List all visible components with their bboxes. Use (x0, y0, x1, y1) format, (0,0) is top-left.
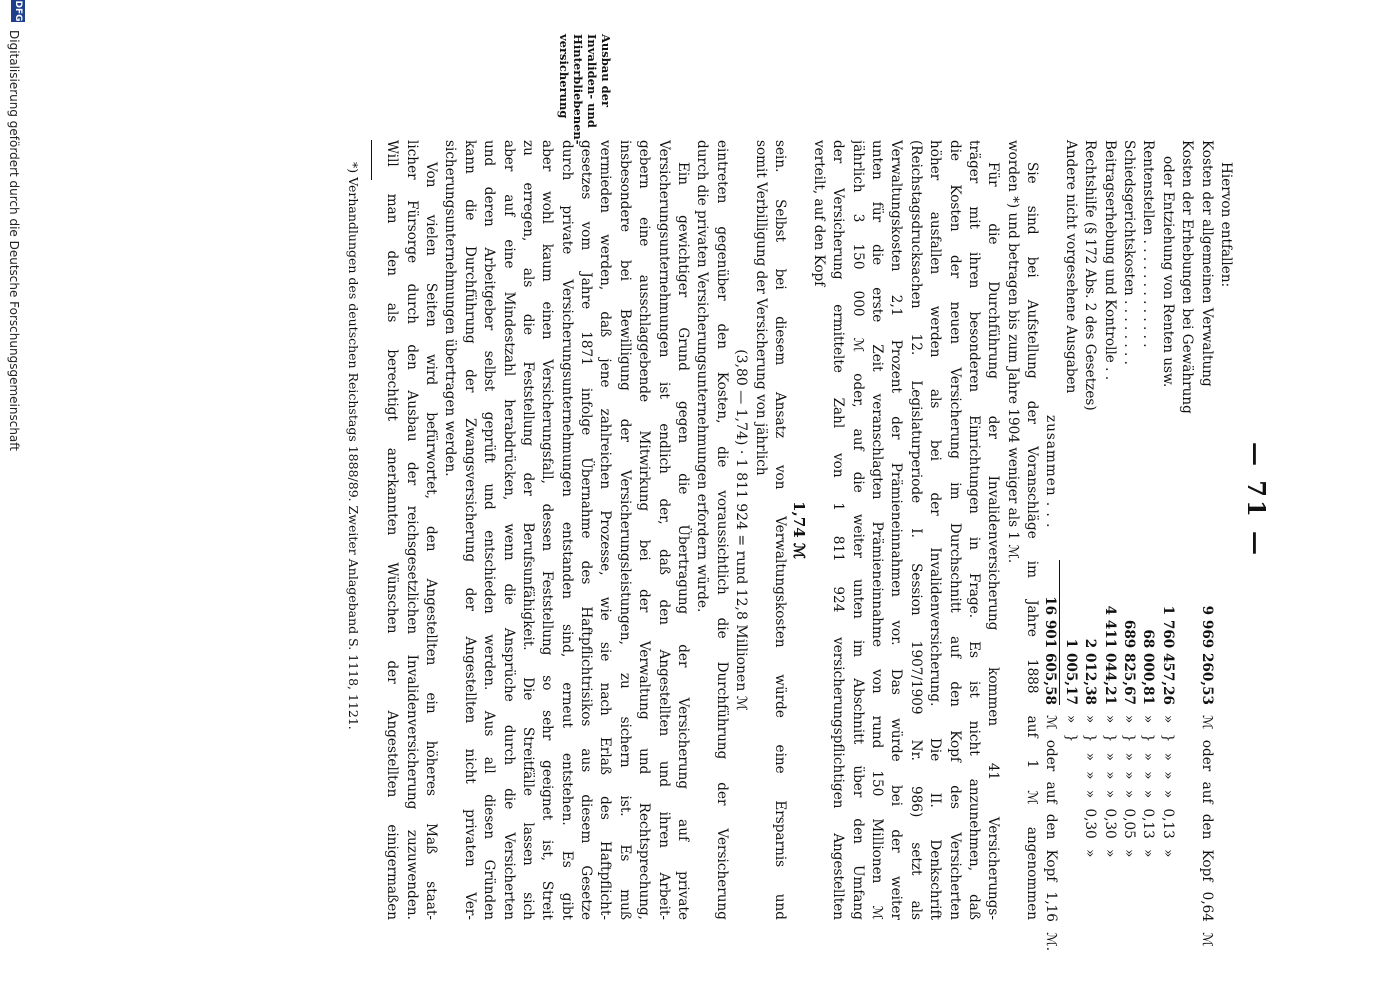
text-line: durch die privaten Versicherungsunternehmungen erfordern würde. (694, 140, 711, 613)
text-line: aber wohl kaum einen Versicherungsfall, dessen Feststellung so sehr geeignet ist, Streit (539, 140, 556, 920)
expense-label: Rechtshilfe (§ 172 Abs. 2 des Gesetzes) (1082, 140, 1099, 411)
paragraph (1002, 140, 1041, 920)
margin-note-line: Hinterbliebenen- (571, 34, 585, 145)
text-line: der Versicherung ermittelte Zahl von 1 811 924 versicherungspflichtigen Angestellten (830, 140, 847, 920)
expense-row (1119, 140, 1138, 920)
expense-label: Andere nicht vorgesehene Ausgaben (1062, 140, 1079, 394)
text-line: licher Fürsorge durch den Ausbau der reichsgesetzlichen Invalidenversicherung zuzuwenden. (403, 140, 420, 920)
text-line: die Kosten der neuen Versicherung im Durchschnitt auf den Kopf des Versicherten (946, 140, 963, 920)
text-line: aber auf eine Mindestzahl herabdrücken, wenn die Ansprüche durch die Versicherten (500, 140, 517, 920)
paragraph (692, 140, 731, 920)
text-line: Verwaltungskosten 2,1 Prozent der Prämieneinnahmen vor. Das würde bei der weiter (888, 140, 905, 920)
expense-row (1196, 140, 1215, 947)
paragraph (750, 140, 789, 920)
text-line: kann die Durchführung der Zwangsversicherung der Angestellten nicht privaten Ver- (461, 140, 478, 920)
expense-label: Schiedsgerichtskosten . . . . . . . . (1121, 140, 1138, 365)
expense-per-head: ℳ oder auf den Kopf 0,64 ℳ (1198, 715, 1215, 947)
total-amount: 16 901 605,58 (1040, 560, 1060, 705)
stamp-text: Digitalisierung gefördert durch die Deutsche Forschungsgemeinschaft (7, 30, 21, 452)
text-line: unten für die erste Zeit veranschlagten Prämieneinnahme von rund 150 Millionen ℳ (868, 140, 885, 920)
text-line: jährlich 3 150 000 ℳ oder, auf die weiter unten im Abschnitt über den Umfang (849, 140, 866, 920)
savings-formula: (3,80 — 1,74) · 1 811 924 = rund 12,8 Millionen ℳ (733, 349, 750, 711)
text-line: träger mit ihren besonderen Einrichtungen in Frage. Es ist nicht anzunehmen, daß (965, 140, 982, 920)
text-line: vermieden werden, daß jene zahlreichen Prozesse, wie sie nach Erlaß des Haftpflicht- (597, 140, 614, 920)
expense-per-head: » } » » » 0,05 » (1121, 715, 1138, 858)
text-line: sicherungsunternehmungen übertragen werden. (442, 140, 459, 477)
text-line: insbesondere bei Bewilligung der Versicherungsleistungen, zu sichern ist. Es muß (616, 140, 633, 920)
text-line: gesetzes vom Jahre 1871 infolge Übernahme des Haftpflichtrisikos aus diesem Gesetze (578, 140, 595, 920)
expense-label: oder Entziehung von Renten usw. (1159, 156, 1176, 388)
expense-total-row (1041, 140, 1060, 952)
expense-amount: 1 760 457,26 (1159, 605, 1176, 705)
expense-label: Rentenstellen . . . . . . . . . . . . . (1140, 140, 1157, 348)
total-per-head: ℳ oder auf den Kopf 1,16 ℳ. (1043, 715, 1060, 952)
text-line: verteilt, auf den Kopf (810, 140, 827, 287)
margin-note-line: Ausbau der (599, 34, 613, 108)
expense-row (1138, 140, 1157, 920)
expense-per-head: » } (1062, 715, 1079, 743)
text-line: durch private Versicherungsunternehmungen entstanden sind, erneut entstehen. Es gibt (558, 140, 575, 920)
expense-amount: 9 969 260,53 (1198, 605, 1215, 705)
margin-note-line: versicherung (557, 34, 571, 119)
expense-table (1041, 140, 1216, 952)
expense-label: Kosten der Erhebungen bei Gewährung (1179, 140, 1196, 414)
expense-amount: 689 825,67 (1121, 619, 1138, 705)
expense-row (1099, 140, 1118, 920)
footnote: *) Verhandlungen des deutschen Reichstags 1888/89. Zweiter Anlageband S. 1118, 1121. (345, 162, 361, 730)
expense-row (1177, 140, 1196, 920)
paragraph (440, 140, 692, 920)
paragraph (382, 140, 440, 920)
text-line: eintreten gegenüber den Kosten, die voraussichtlich die Durchführung der Versicherung (713, 140, 730, 920)
expense-amount: 68 000,81 (1140, 629, 1157, 705)
margin-note-line: Invaliden- und (585, 34, 599, 128)
expense-amount: 4 411 044,21 (1101, 605, 1118, 705)
text-line: Sie sind bei Aufstellung der Voranschläge im Jahre 1888 auf 1 ℳ angenommen (1024, 162, 1041, 920)
text-line: höher ausfallen werden als bei der Invalidenversicherung. Die II. Denkschrift (927, 140, 944, 920)
margin-note (557, 34, 613, 145)
text-line: Versicherungsunternehmungen ist endlich der, daß den Angestellten und ihren Arbeit- (655, 140, 672, 920)
page-body (345, 140, 1235, 952)
digitization-stamp (1, 0, 25, 1000)
expense-per-head: » } » » » 0,30 » (1082, 715, 1099, 858)
text-line: Von vielen Seiten wird befürwortet, den Angestellten ein höheres Maß staat- (422, 162, 439, 920)
expense-row (1080, 140, 1099, 920)
expense-label: Kosten der allgemeinen Verwaltung (1198, 140, 1215, 387)
expense-amount: 1 005,17 (1062, 638, 1079, 705)
text-line: somit Verbilligung der Versicherung von jährlich (752, 140, 769, 476)
expense-row (1060, 140, 1079, 920)
dfg-logo-icon: DFG (13, 0, 23, 22)
page-number: — 71 — (1242, 441, 1271, 559)
footnote-rule (371, 140, 372, 180)
paragraph (808, 140, 1002, 920)
expense-per-head: » } » » » 0,13 » (1159, 715, 1176, 858)
intro-line: Hiervon entfallen: (1218, 162, 1234, 288)
expense-label: Beitragserhebung und Kontrolle . . (1101, 140, 1118, 381)
per-head-cost: 1,74 ℳ (790, 501, 809, 559)
text-line: sein. Selbst bei diesem Ansatz von Verwaltungskosten würde eine Ersparnis und (772, 140, 789, 920)
text-line: (Reichstagsdrucksachen 12. Legislaturperiode I. Session 1907/1909 Nr. 986) setzt als (907, 140, 924, 920)
text-line: Ein gewichtiger Grund gegen die Übertragung der Versicherung auf private (675, 162, 692, 920)
expense-per-head: » } » » » 0,30 » (1101, 715, 1118, 858)
text-line: worden *) und betragen bis zum Jahre 1904 weniger als 1 ℳ. (1004, 140, 1021, 564)
expense-row (1157, 140, 1176, 920)
text-line: gebern eine ausschlaggebende Mitwirkung bei der Verwaltung und Rechtsprechung, (636, 140, 653, 920)
text-line: Will man den als berechtigt anerkannten Wünschen der Angestellten einigermaßen (384, 140, 401, 920)
text-line: Für die Durchführung der Invalidenversicherung kommen 41 Versicherungs- (985, 162, 1002, 920)
total-label: zusammen . . . (1043, 415, 1060, 529)
expense-amount: 2 012,38 (1082, 638, 1099, 705)
expense-per-head: » } » » » 0,13 » (1140, 715, 1157, 858)
text-line: und deren Arbeitgeber selbst geprüft und entschieden werden. Aus all diesen Gründen (481, 140, 498, 920)
text-line: zu erregen, als die Feststellung der Berufsunfähigkeit. Die Streitfälle lassen sich (519, 140, 536, 920)
